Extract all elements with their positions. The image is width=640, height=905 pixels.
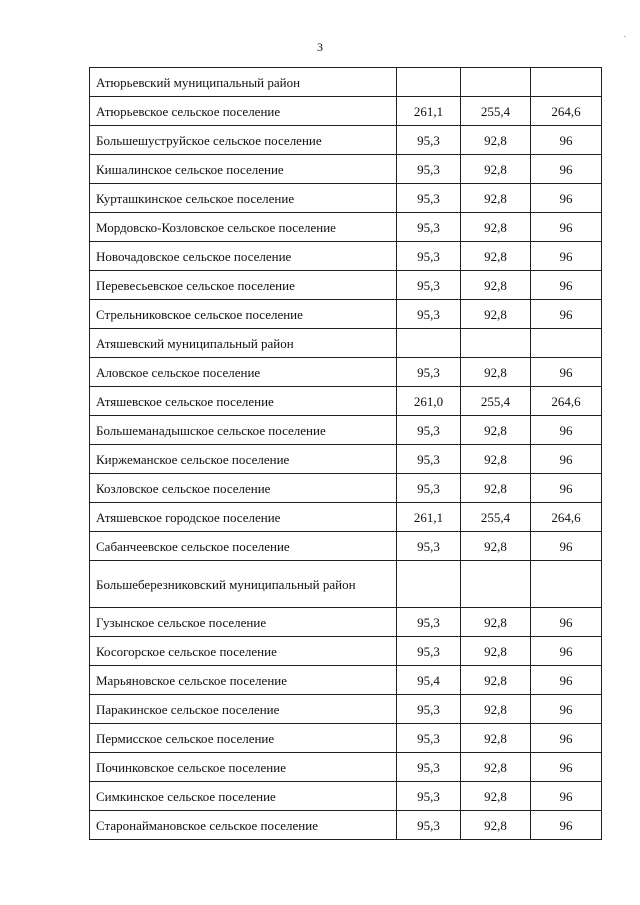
row-value-3-cell: 96: [531, 695, 602, 724]
row-name-cell: Марьяновское сельское поселение: [90, 666, 397, 695]
table-row: [90, 126, 602, 155]
table-row: [90, 387, 602, 416]
row-value-2-cell: 92,8: [461, 695, 531, 724]
row-name-cell: Киржеманское сельское поселение: [90, 445, 397, 474]
row-name-cell: Атюрьевское сельское поселение: [90, 97, 397, 126]
row-value-3-cell: 96: [531, 474, 602, 503]
row-value-3-cell: 96: [531, 242, 602, 271]
row-value-2-cell: 255,4: [461, 503, 531, 532]
table-row: [90, 666, 602, 695]
page-number: 3: [317, 40, 323, 54]
table-row: [90, 300, 602, 329]
table-row: [90, 242, 602, 271]
row-value-3-cell: 264,6: [531, 97, 602, 126]
row-name-cell: Кишалинское сельское поселение: [90, 155, 397, 184]
row-value-1-cell: 95,3: [397, 445, 461, 474]
table-row-district-header: [90, 329, 602, 358]
table-row: [90, 724, 602, 753]
row-value-3-cell: 96: [531, 184, 602, 213]
row-name-cell: Пермисское сельское поселение: [90, 724, 397, 753]
row-value-2-cell: 92,8: [461, 637, 531, 666]
table-row: [90, 445, 602, 474]
row-value-2-cell: 92,8: [461, 126, 531, 155]
row-value-1-cell: 95,3: [397, 155, 461, 184]
row-value-2-cell: 92,8: [461, 242, 531, 271]
row-value-3-cell: 96: [531, 637, 602, 666]
row-value-3-cell: 96: [531, 724, 602, 753]
row-value-1-cell: 95,3: [397, 242, 461, 271]
row-value-1-cell: 95,3: [397, 695, 461, 724]
table-row-district-header: [90, 68, 602, 97]
row-name-cell: Старонаймановское сельское поселение: [90, 811, 397, 840]
row-value-2-cell: 255,4: [461, 387, 531, 416]
row-value-1-cell: [397, 561, 461, 608]
row-value-2-cell: 92,8: [461, 753, 531, 782]
row-value-2-cell: 92,8: [461, 416, 531, 445]
row-name-cell: Сабанчеевское сельское поселение: [90, 532, 397, 561]
row-value-3-cell: 96: [531, 782, 602, 811]
row-name-cell: Мордовско-Козловское сельское поселение: [90, 213, 397, 242]
row-value-3-cell: 96: [531, 532, 602, 561]
row-value-1-cell: 261,0: [397, 387, 461, 416]
table-row: [90, 637, 602, 666]
row-value-1-cell: 95,3: [397, 753, 461, 782]
row-value-2-cell: 92,8: [461, 782, 531, 811]
row-value-1-cell: 95,3: [397, 608, 461, 637]
row-value-2-cell: [461, 329, 531, 358]
row-value-3-cell: 96: [531, 126, 602, 155]
row-value-1-cell: 95,3: [397, 724, 461, 753]
row-value-3-cell: 96: [531, 666, 602, 695]
table-row: [90, 271, 602, 300]
row-name-cell: Атяшевское городское поселение: [90, 503, 397, 532]
row-value-3-cell: 96: [531, 155, 602, 184]
row-value-3-cell: 96: [531, 213, 602, 242]
row-value-2-cell: 92,8: [461, 811, 531, 840]
table-row: [90, 184, 602, 213]
row-value-2-cell: [461, 561, 531, 608]
table-row: [90, 155, 602, 184]
row-value-2-cell: [461, 68, 531, 97]
row-name-cell: Симкинское сельское поселение: [90, 782, 397, 811]
row-name-cell: Курташкинское сельское поселение: [90, 184, 397, 213]
table-row: [90, 811, 602, 840]
row-value-3-cell: 96: [531, 300, 602, 329]
row-value-1-cell: 261,1: [397, 97, 461, 126]
table-row: [90, 97, 602, 126]
table-row: [90, 532, 602, 561]
row-value-1-cell: 95,3: [397, 782, 461, 811]
row-value-3-cell: 96: [531, 358, 602, 387]
table-row: [90, 782, 602, 811]
row-value-2-cell: 92,8: [461, 445, 531, 474]
table-row: [90, 695, 602, 724]
row-value-1-cell: 95,3: [397, 474, 461, 503]
row-name-cell: Гузынское сельское поселение: [90, 608, 397, 637]
row-name-cell: Стрельниковское сельское поселение: [90, 300, 397, 329]
row-name-cell: Атюрьевский муниципальный район: [90, 68, 397, 97]
row-name-cell: Большеберезниковский муниципальный район: [90, 561, 397, 608]
row-value-2-cell: 92,8: [461, 358, 531, 387]
row-value-1-cell: 95,3: [397, 811, 461, 840]
row-value-3-cell: [531, 561, 602, 608]
row-value-2-cell: 92,8: [461, 532, 531, 561]
row-value-2-cell: 92,8: [461, 271, 531, 300]
row-value-2-cell: 92,8: [461, 474, 531, 503]
row-value-1-cell: 95,3: [397, 637, 461, 666]
table-row: [90, 213, 602, 242]
scan-mark: [624, 36, 626, 37]
row-value-1-cell: 95,3: [397, 532, 461, 561]
settlements-table: [89, 67, 602, 840]
row-name-cell: Атяшевское сельское поселение: [90, 387, 397, 416]
row-value-3-cell: [531, 68, 602, 97]
table-row: [90, 416, 602, 445]
row-value-1-cell: [397, 329, 461, 358]
row-value-1-cell: 95,3: [397, 213, 461, 242]
row-name-cell: Косогорское сельское поселение: [90, 637, 397, 666]
row-name-cell: Атяшевский муниципальный район: [90, 329, 397, 358]
row-value-1-cell: 95,3: [397, 358, 461, 387]
row-value-3-cell: 96: [531, 271, 602, 300]
row-value-1-cell: 95,3: [397, 416, 461, 445]
table-row: [90, 474, 602, 503]
row-value-2-cell: 92,8: [461, 300, 531, 329]
row-value-1-cell: 95,3: [397, 184, 461, 213]
row-value-1-cell: 95,3: [397, 271, 461, 300]
row-value-1-cell: 95,4: [397, 666, 461, 695]
row-value-3-cell: [531, 329, 602, 358]
row-value-3-cell: 264,6: [531, 503, 602, 532]
row-value-3-cell: 96: [531, 608, 602, 637]
table-row: [90, 503, 602, 532]
row-value-3-cell: 96: [531, 416, 602, 445]
row-value-3-cell: 96: [531, 445, 602, 474]
row-value-2-cell: 92,8: [461, 608, 531, 637]
row-value-2-cell: 92,8: [461, 184, 531, 213]
row-value-1-cell: 261,1: [397, 503, 461, 532]
row-value-1-cell: [397, 68, 461, 97]
row-name-cell: Козловское сельское поселение: [90, 474, 397, 503]
table-row: [90, 608, 602, 637]
row-value-2-cell: 92,8: [461, 155, 531, 184]
table-row-district-header: [90, 561, 602, 608]
row-name-cell: Большешуструйское сельское поселение: [90, 126, 397, 155]
row-value-1-cell: 95,3: [397, 126, 461, 155]
row-name-cell: Паракинское сельское поселение: [90, 695, 397, 724]
table-row: [90, 753, 602, 782]
row-value-1-cell: 95,3: [397, 300, 461, 329]
row-value-3-cell: 264,6: [531, 387, 602, 416]
row-value-3-cell: 96: [531, 753, 602, 782]
row-name-cell: Новочадовское сельское поселение: [90, 242, 397, 271]
row-value-2-cell: 92,8: [461, 213, 531, 242]
table-row: [90, 358, 602, 387]
row-name-cell: Большеманадышское сельское поселение: [90, 416, 397, 445]
row-value-3-cell: 96: [531, 811, 602, 840]
row-name-cell: Аловское сельское поселение: [90, 358, 397, 387]
row-name-cell: Перевесьевское сельское поселение: [90, 271, 397, 300]
row-name-cell: Починковское сельское поселение: [90, 753, 397, 782]
row-value-2-cell: 92,8: [461, 724, 531, 753]
row-value-2-cell: 92,8: [461, 666, 531, 695]
row-value-2-cell: 255,4: [461, 97, 531, 126]
